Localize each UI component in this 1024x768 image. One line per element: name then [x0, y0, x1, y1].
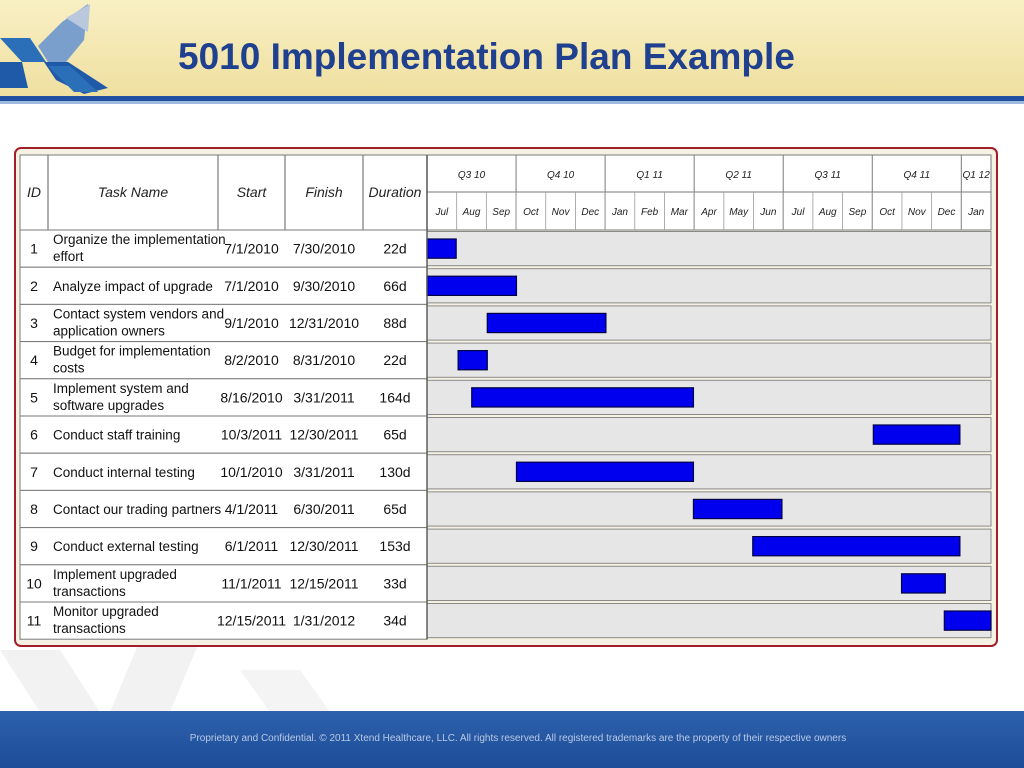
gantt-bar	[458, 351, 487, 370]
task-id: 8	[30, 501, 38, 517]
month-label: Feb	[641, 207, 659, 218]
quarter-label: Q1 11	[636, 170, 663, 181]
task-id: 6	[30, 426, 38, 443]
month-label: Aug	[818, 207, 837, 218]
task-duration: 22d	[383, 240, 407, 257]
task-id: 2	[30, 277, 38, 294]
task-finish: 7/30/2010	[292, 240, 356, 257]
month-label: Jan	[968, 207, 985, 218]
month-label: Oct	[523, 207, 539, 218]
task-id: 9	[30, 538, 38, 555]
quarter-label: Q1 12	[962, 170, 990, 181]
task-name: Contact our trading partners	[53, 502, 222, 517]
month-label: Sep	[848, 207, 867, 218]
task-duration: 65d	[383, 426, 407, 443]
task-id: 11	[26, 612, 42, 629]
column-header: Task Name	[97, 184, 169, 200]
task-name: Conduct external testing	[53, 539, 199, 555]
quarter-label: Q2 11	[725, 170, 752, 181]
gantt-bar	[902, 574, 946, 593]
gantt-frame	[14, 147, 998, 647]
month-label: Jan	[611, 207, 629, 218]
task-name: Organize the implementation	[53, 232, 226, 247]
gantt-bar	[427, 239, 456, 258]
task-name: Conduct internal testing	[53, 464, 195, 480]
quarter-label: Q3 10	[457, 170, 486, 181]
task-start: 9/1/2010	[224, 315, 279, 331]
task-duration: 65d	[383, 501, 407, 517]
task-name: Implement upgraded	[53, 566, 177, 582]
task-finish: 12/30/2011	[289, 426, 359, 443]
gantt-bar	[693, 499, 781, 518]
task-start: 12/15/2011	[216, 612, 287, 629]
column-header: ID	[27, 184, 41, 200]
gantt-bar	[472, 388, 694, 407]
task-start: 6/1/2011	[224, 538, 279, 555]
month-label: Sep	[492, 207, 511, 218]
gantt-bar	[944, 611, 991, 630]
task-start: 7/1/2010	[224, 277, 279, 294]
gantt-row-bg	[427, 232, 991, 266]
month-label: Dec	[581, 207, 600, 218]
month-label: Nov	[907, 207, 926, 218]
task-finish: 3/31/2011	[293, 389, 355, 406]
quarter-label: Q3 11	[814, 170, 841, 181]
task-id: 7	[30, 463, 38, 480]
task-duration: 34d	[383, 612, 407, 629]
column-header: Finish	[305, 184, 343, 200]
quarter-label: Q4 11	[903, 170, 931, 181]
column-header: Duration	[368, 184, 422, 200]
task-name: Conduct staff training	[53, 427, 181, 443]
task-duration: 164d	[379, 389, 411, 406]
gantt-row-bg	[427, 604, 991, 638]
task-start: 10/1/2010	[220, 463, 283, 480]
task-name: costs	[53, 360, 85, 376]
task-name: transactions	[53, 583, 126, 599]
task-start: 10/3/2011	[220, 426, 283, 443]
month-label: Apr	[701, 207, 717, 218]
task-id: 3	[30, 315, 38, 331]
month-label: Jul	[435, 207, 449, 218]
month-label: Oct	[879, 207, 895, 218]
gantt-chart	[16, 149, 996, 645]
task-duration: 22d	[383, 352, 407, 369]
task-finish: 1/31/2012	[292, 612, 356, 629]
footer-text: Proprietary and Confidential. © 2011 Xtend Healthcare, LLC. All rights reserved. All registered trademarks are the property of their respective owners	[189, 733, 847, 744]
task-id: 1	[30, 240, 38, 257]
column-header: Start	[236, 184, 267, 200]
task-duration: 153d	[379, 538, 411, 555]
task-finish: 12/15/2011	[289, 575, 359, 592]
month-label: Nov	[551, 207, 570, 218]
month-label: Dec	[937, 207, 956, 218]
task-start: 11/1/2011	[221, 575, 282, 592]
header-divider-light	[0, 101, 1024, 104]
watermark-logo	[0, 640, 380, 712]
task-name: Analyze impact of upgrade	[53, 278, 213, 294]
gantt-bar	[753, 537, 960, 556]
month-label: Jul	[791, 207, 805, 218]
task-name: software upgrades	[53, 397, 165, 413]
xtend-logo	[0, 0, 120, 100]
gantt-row-bg	[427, 455, 991, 489]
gantt-bar	[427, 276, 516, 295]
month-label: May	[729, 207, 749, 218]
task-start: 8/2/2010	[224, 352, 279, 369]
task-name: effort	[53, 249, 84, 264]
gantt-row-bg	[427, 343, 991, 377]
task-duration: 88d	[383, 315, 407, 331]
task-finish: 9/30/2010	[292, 277, 356, 294]
task-name: Contact system vendors and	[53, 306, 225, 322]
slide-title: 5010 Implementation Plan Example	[178, 36, 795, 77]
task-name: application owners	[53, 323, 165, 339]
task-start: 4/1/2011	[224, 501, 279, 517]
task-name: Budget for implementation	[53, 343, 211, 359]
task-name: Implement system and	[53, 380, 189, 396]
quarter-label: Q4 10	[546, 170, 575, 181]
gantt-bar	[487, 313, 606, 332]
task-duration: 33d	[383, 575, 407, 592]
month-label: Aug	[462, 207, 481, 218]
task-start: 8/16/2010	[220, 389, 283, 406]
gantt-bar	[516, 462, 693, 481]
task-name: transactions	[53, 621, 126, 636]
task-duration: 130d	[379, 463, 411, 480]
task-finish: 12/30/2011	[289, 538, 359, 555]
task-finish: 8/31/2010	[292, 352, 356, 369]
task-duration: 66d	[383, 277, 407, 294]
task-id: 5	[30, 389, 38, 406]
month-label: Jun	[760, 207, 777, 218]
task-id: 10	[26, 575, 42, 592]
task-start: 7/1/2010	[224, 240, 279, 257]
task-finish: 12/31/2010	[288, 315, 360, 331]
task-id: 4	[30, 352, 38, 369]
month-label: Mar	[670, 207, 688, 218]
gantt-bar	[873, 425, 960, 444]
task-finish: 6/30/2011	[293, 501, 355, 517]
task-finish: 3/31/2011	[293, 463, 355, 480]
task-name: Monitor upgraded	[53, 604, 159, 619]
